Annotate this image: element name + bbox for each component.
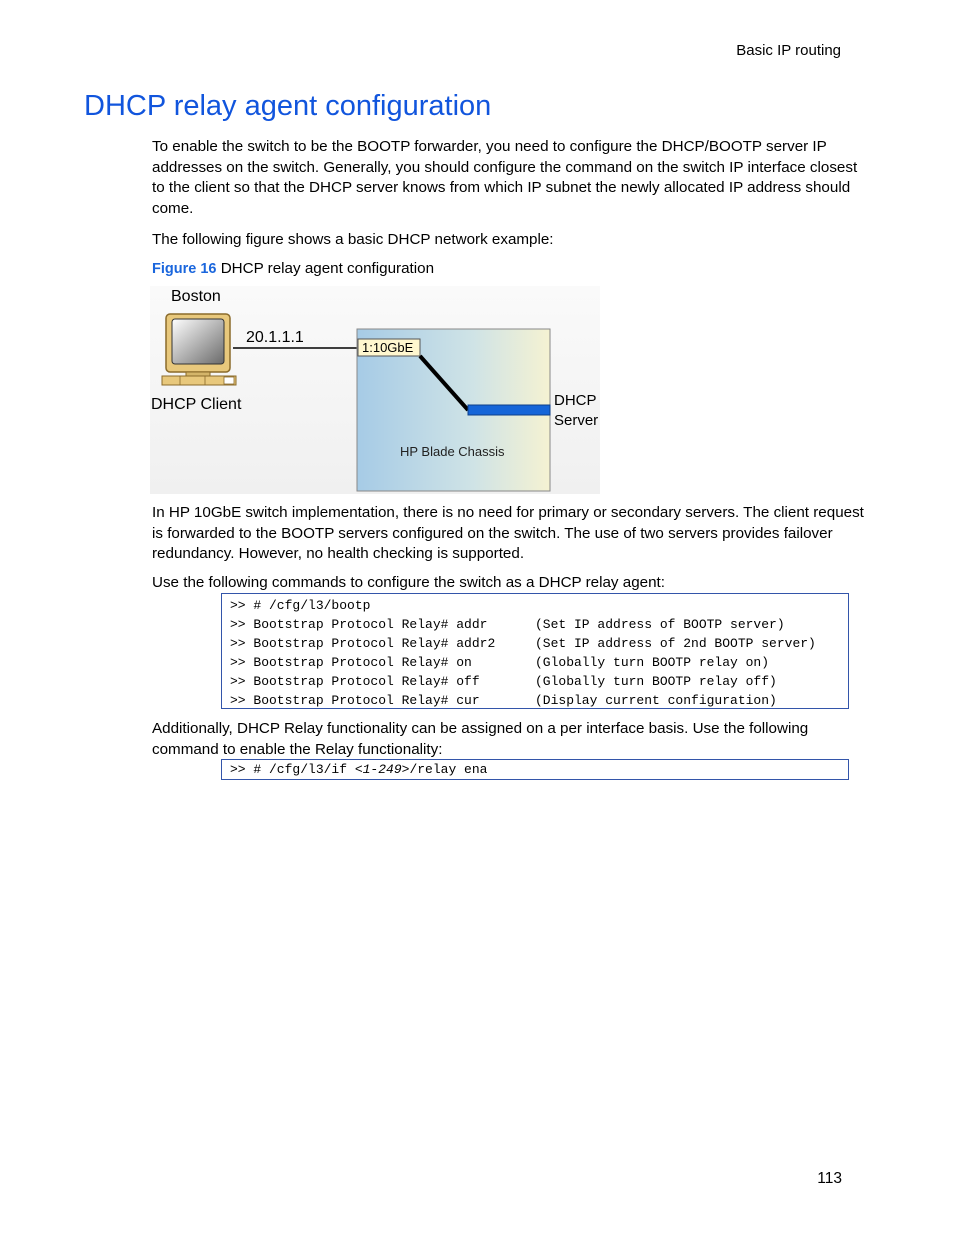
server-label-line2: Server (554, 412, 599, 429)
commands-intro-paragraph: Use the following commands to configure the switch as a DHCP relay agent: (152, 574, 665, 591)
figure-caption-text: DHCP relay agent configuration (220, 260, 435, 277)
ip-address-label: 20.1.1.1 (246, 329, 304, 346)
code-line: >> Bootstrap Protocol Relay# on (Globally turn BOOTP relay on) (230, 655, 770, 670)
dhcp-network-figure (150, 286, 600, 494)
page-number: 113 (817, 1170, 842, 1187)
relay-interface-command-block (221, 759, 849, 780)
figure-caption (152, 260, 434, 277)
figure-intro-paragraph: The following figure shows a basic DHCP network example: (152, 231, 554, 248)
port-label: 1:10GbE (362, 340, 414, 355)
figure-label: Figure 16 (152, 261, 217, 277)
location-label: Boston (171, 288, 221, 305)
implementation-paragraph: In HP 10GbE switch implementation, there is no need for primary or secondary servers. The client request is forwarded to the BOOTP servers configured on the switch. The use of two servers provides failover redundancy. However, no health checking is supported. (152, 504, 864, 562)
code-line: >> # /cfg/l3/if <1-249>/relay ena (230, 762, 488, 777)
code-line: >> Bootstrap Protocol Relay# addr2 (Set IP address of 2nd BOOTP server) (230, 636, 816, 651)
server-label-line1: DHCP (554, 392, 597, 409)
intro-paragraph: To enable the switch to be the BOOTP forwarder, you need to configure the DHCP/BOOTP server IP addresses on the switch. Generally, you should configure the command on the switch IP interface closest to the client so that the DHCP server knows from which IP subnet the newly allocated IP address should come. (152, 138, 858, 217)
bootp-command-block (221, 593, 849, 709)
code-line: >> Bootstrap Protocol Relay# cur (Display current configuration) (230, 693, 777, 708)
server-blade (468, 405, 550, 415)
running-header: Basic IP routing (736, 42, 841, 59)
client-label: DHCP Client (151, 396, 242, 413)
chassis-label: HP Blade Chassis (400, 444, 505, 459)
code-line: >> Bootstrap Protocol Relay# off (Globally turn BOOTP relay off) (230, 674, 777, 689)
code-line: >> # /cfg/l3/bootp (230, 598, 371, 613)
network-diagram (150, 286, 600, 494)
page-title: DHCP relay agent configuration (84, 90, 492, 122)
code-line: >> Bootstrap Protocol Relay# addr (Set IP address of BOOTP server) (230, 617, 785, 632)
relay-interface-paragraph: Additionally, DHCP Relay functionality can be assigned on a per interface basis. Use the following command to enable the Relay functionality: (152, 720, 809, 758)
